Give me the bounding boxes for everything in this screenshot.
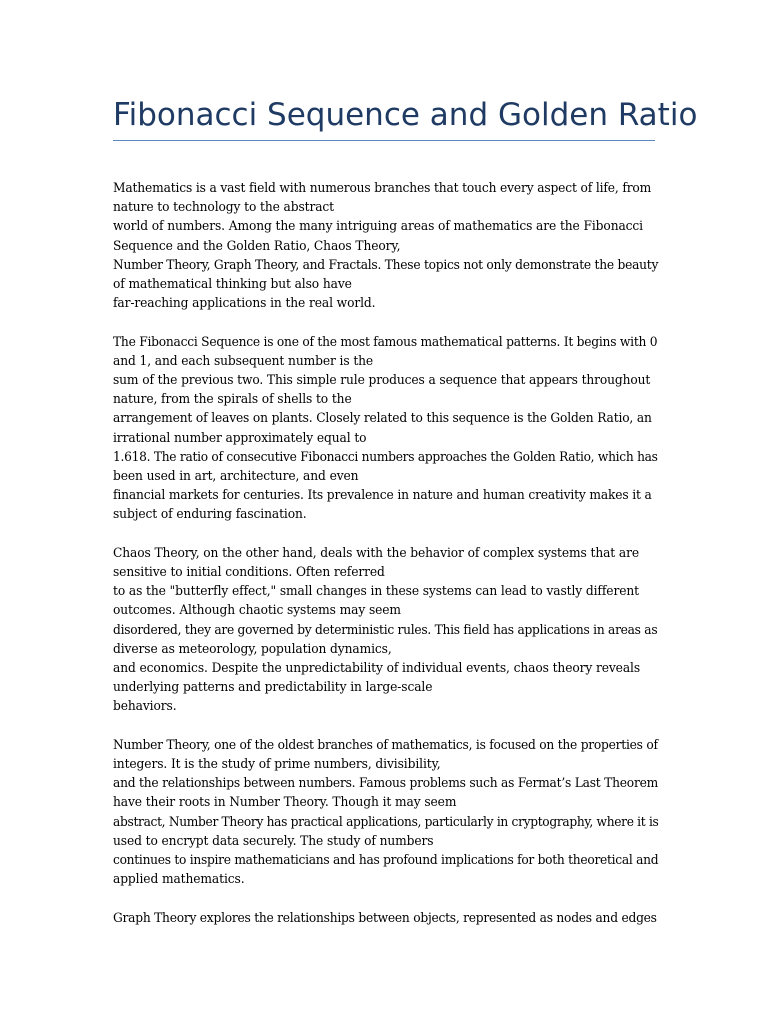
text-line: The Fibonacci Sequence is one of the most famous mathematical patterns. It begins with 0	[113, 333, 658, 349]
text-line: behaviors.	[113, 698, 177, 714]
text-line: Mathematics is a vast field with numerous branches that touch every aspect of life, from	[113, 180, 652, 195]
title-divider	[113, 140, 655, 141]
text-line: arrangement of leaves on plants. Closely related to this sequence is the Golden Ratio, an	[113, 410, 652, 426]
text-line: of mathematical thinking but also have	[113, 276, 352, 292]
paragraph-number-theory	[113, 735, 673, 889]
text-line: Chaos Theory, on the other hand, deals with the behavior of complex systems that are	[113, 544, 640, 560]
text-line: applied mathematics.	[113, 871, 245, 887]
text-line: Number Theory, one of the oldest branches of mathematics, is focused on the properties of	[113, 736, 658, 752]
text-line: and 1, and each subsequent number is the	[113, 352, 374, 368]
paragraph-chaos-theory	[113, 543, 673, 716]
text-line: financial markets for centuries. Its prevalence in nature and human creativity makes it a	[113, 487, 652, 503]
text-line: sensitive to initial conditions. Often referred	[113, 564, 385, 580]
text-line: continues to inspire mathematicians and has profound implications for both theoretical and	[113, 852, 659, 868]
text-line: subject of enduring fascination.	[113, 506, 307, 522]
text-line: nature, from the spirals of shells to the	[113, 391, 352, 407]
paragraph-fibonacci	[113, 332, 673, 524]
text-line: to as the "butterfly effect," small changes in these systems can lead to vastly different	[113, 583, 639, 599]
text-line: underlying patterns and predictability in large-scale	[113, 679, 433, 695]
text-line: abstract, Number Theory has practical applications, particularly in cryptography, where it is	[113, 813, 659, 829]
text-line: have their roots in Number Theory. Though it may seem	[113, 794, 457, 810]
document-title: Fibonacci Sequence and Golden Ratio	[113, 97, 698, 133]
text-line: disordered, they are governed by deterministic rules. This field has applications in areas as	[113, 621, 658, 637]
text-line: sum of the previous two. This simple rule produces a sequence that appears throughout	[113, 372, 651, 388]
text-line: outcomes. Although chaotic systems may seem	[113, 602, 401, 618]
paragraph-introduction	[113, 178, 673, 312]
text-line: far-reaching applications in the real world.	[113, 295, 376, 311]
text-line: diverse as meteorology, population dynamics,	[113, 640, 392, 656]
text-line: world of numbers. Among the many intriguing areas of mathematics are the Fibonacci	[113, 218, 644, 234]
text-line: and economics. Despite the unpredictability of individual events, chaos theory reveals	[113, 660, 641, 676]
text-line: and the relationships between numbers. Famous problems such as Fermat’s Last Theorem	[113, 775, 659, 791]
paragraph-graph-theory	[113, 908, 673, 927]
text-line: Number Theory, Graph Theory, and Fractals. These topics not only demonstrate the beauty	[113, 256, 659, 272]
text-line: used to encrypt data securely. The study of numbers	[113, 832, 434, 848]
text-line: integers. It is the study of prime numbers, divisibility,	[113, 756, 441, 772]
text-line: Sequence and the Golden Ratio, Chaos Theory,	[113, 237, 401, 253]
text-line: irrational number approximately equal to	[113, 429, 367, 445]
text-line: been used in art, architecture, and even	[113, 468, 359, 484]
text-line: nature to technology to the abstract	[113, 199, 334, 215]
document-body	[113, 178, 673, 946]
text-line: 1.618. The ratio of consecutive Fibonacci numbers approaches the Golden Ratio, which has	[113, 448, 658, 464]
text-line: Graph Theory explores the relationships between objects, represented as nodes and edges	[113, 909, 657, 925]
